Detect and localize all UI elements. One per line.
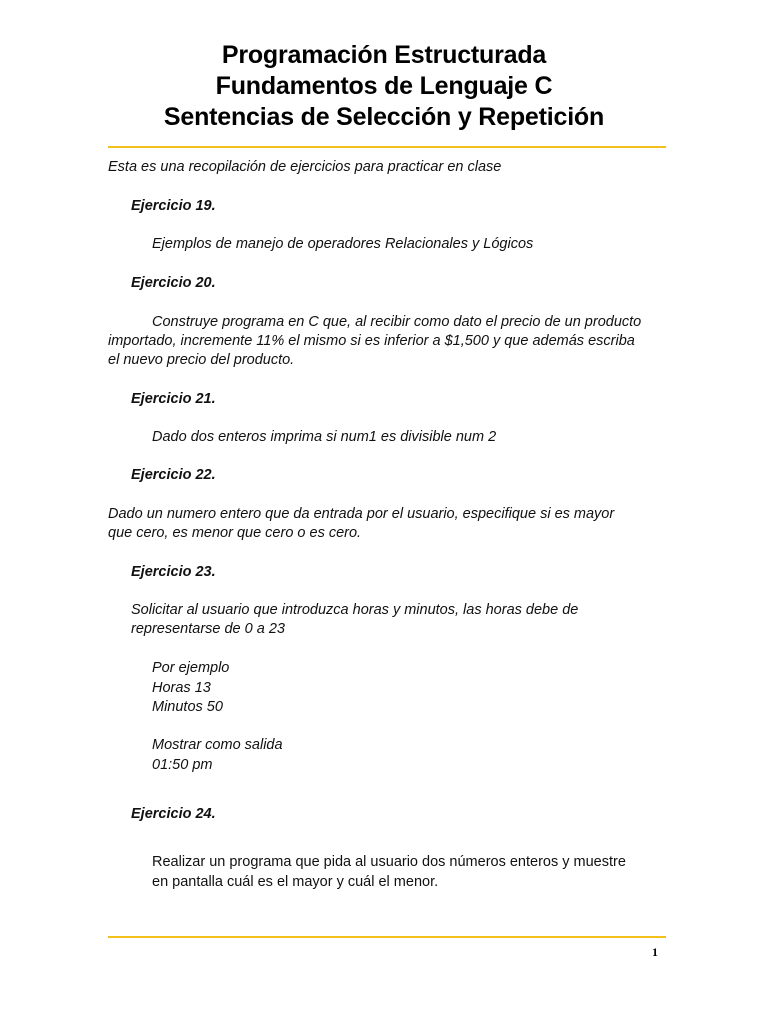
title-line-1: Programación Estructurada — [221, 41, 547, 69]
exercise-20-line-2: importado, incremente 11% el mismo si es inferior a $1,500 y que además escriba — [108, 333, 635, 349]
page-number: 1 — [652, 945, 658, 959]
exercise-21-text: Dado dos enteros imprima si num1 es divisible num 2 — [152, 429, 497, 445]
exercise-22-line-1: Dado un numero entero que da entrada por el usuario, especifique si es mayor — [108, 506, 615, 522]
exercise-20-line-3: el nuevo precio del producto. — [108, 352, 295, 368]
exercise-23-line-1: Solicitar al usuario que introduzca horas y minutos, las horas debe de — [131, 602, 579, 618]
exercise-23-line-2: representarse de 0 a 23 — [131, 621, 285, 637]
exercise-23-output-value: 01:50 pm — [152, 757, 213, 773]
exercise-23-heading: Ejercicio 23. — [131, 564, 216, 580]
exercise-23-example-label: Por ejemplo — [152, 660, 230, 676]
exercise-19-heading: Ejercicio 19. — [131, 198, 216, 214]
header-divider — [108, 146, 666, 148]
intro-text: Esta es una recopilación de ejercicios para practicar en clase — [108, 159, 502, 175]
exercise-23-example-minutes: Minutos 50 — [152, 699, 223, 715]
title-line-2: Fundamentos de Lenguaje C — [215, 72, 553, 100]
document-title — [0, 40, 768, 133]
exercise-24-line-2: en pantalla cuál es el mayor y cuál el menor. — [152, 874, 439, 890]
exercise-20-heading: Ejercicio 20. — [131, 275, 216, 291]
exercise-24-line-1: Realizar un programa que pida al usuario dos números enteros y muestre — [152, 854, 626, 870]
exercise-23-output-label: Mostrar como salida — [152, 737, 283, 753]
exercise-22-line-2: que cero, es menor que cero o es cero. — [108, 525, 362, 541]
exercise-23-example-hours: Horas 13 — [152, 680, 211, 696]
footer-divider — [108, 936, 666, 938]
exercise-19-text: Ejemplos de manejo de operadores Relacionales y Lógicos — [152, 236, 534, 252]
exercise-20-line-1: Construye programa en C que, al recibir como dato el precio de un producto — [152, 314, 642, 330]
title-line-3: Sentencias de Selección y Repetición — [163, 103, 605, 131]
exercise-24-heading: Ejercicio 24. — [131, 806, 216, 822]
exercise-22-heading: Ejercicio 22. — [131, 467, 216, 483]
exercise-21-heading: Ejercicio 21. — [131, 391, 216, 407]
